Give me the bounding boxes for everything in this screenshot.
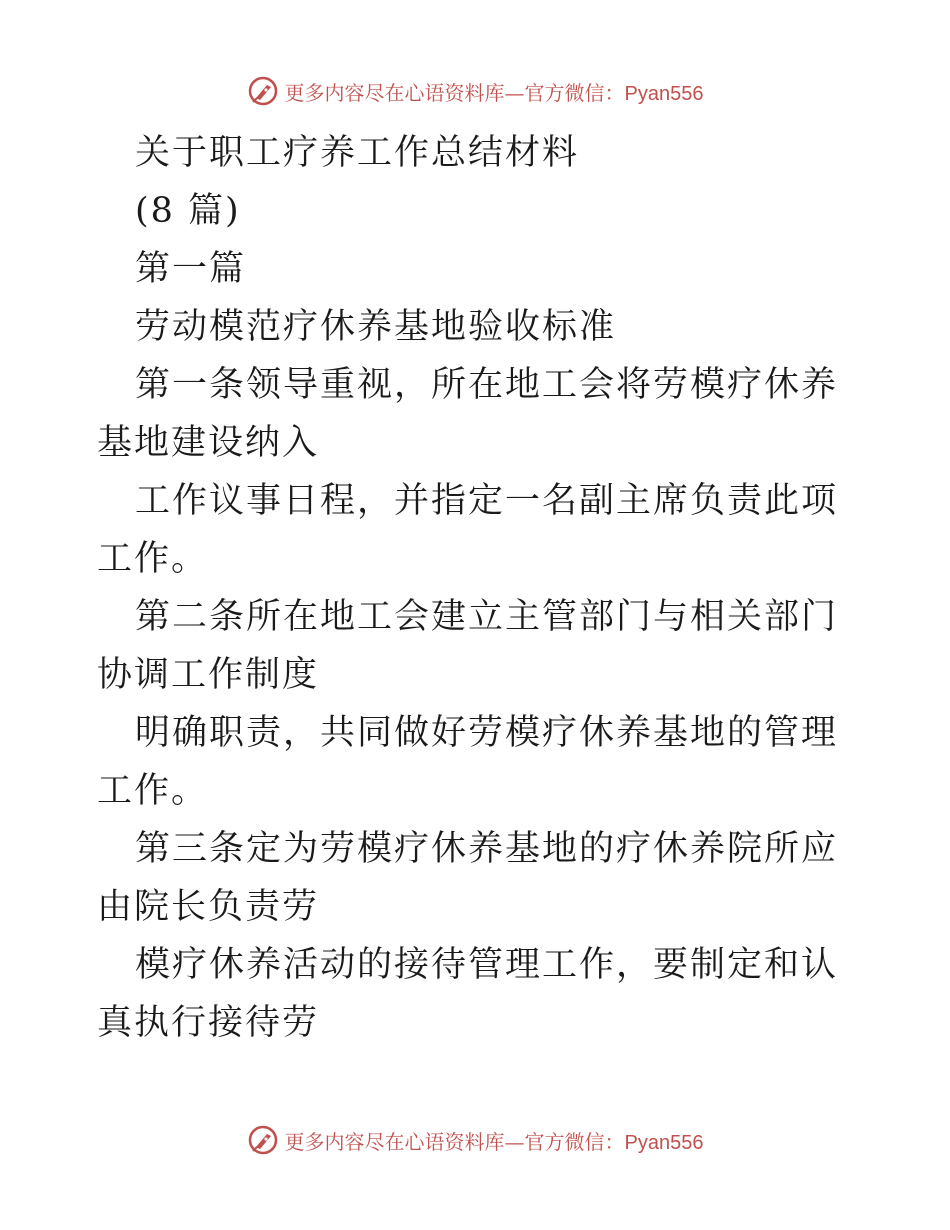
document-body xyxy=(97,124,857,1052)
pen-nib-circle-icon xyxy=(247,75,279,107)
document-title: 关于职工疗养工作总结材料 xyxy=(135,133,580,173)
paragraph: 第一条领导重视，所在地工会将劳模疗休养基地建设纳入 xyxy=(97,365,839,463)
watermark-text: 更多内容尽在心语资料库—官方微信：Pyan556 xyxy=(284,80,704,105)
paragraph: 第二条所在地工会建立主管部门与相关部门协调工作制度 xyxy=(97,597,839,695)
wechat-id: Pyan556 xyxy=(624,82,704,105)
pen-nib-circle-icon xyxy=(247,1124,279,1156)
document-count: (8 篇) xyxy=(135,191,241,231)
section-subtitle: 劳动模范疗休养基地验收标准 xyxy=(135,307,617,347)
watermark-text: 更多内容尽在心语资料库—官方微信：Pyan556 xyxy=(284,1129,704,1154)
footer-watermark xyxy=(0,1120,950,1160)
header-watermark xyxy=(0,71,950,111)
wechat-id: Pyan556 xyxy=(624,1131,704,1154)
paragraph: 明确职责，共同做好劳模疗休养基地的管理工作。 xyxy=(97,713,839,811)
paragraph: 工作议事日程，并指定一名副主席负责此项工作。 xyxy=(97,481,839,579)
paragraph: 模疗休养活动的接待管理工作，要制定和认真执行接待劳 xyxy=(97,945,839,1043)
paragraph: 第三条定为劳模疗休养基地的疗休养院所应由院长负责劳 xyxy=(97,829,839,927)
section-heading: 第一篇 xyxy=(135,249,247,289)
